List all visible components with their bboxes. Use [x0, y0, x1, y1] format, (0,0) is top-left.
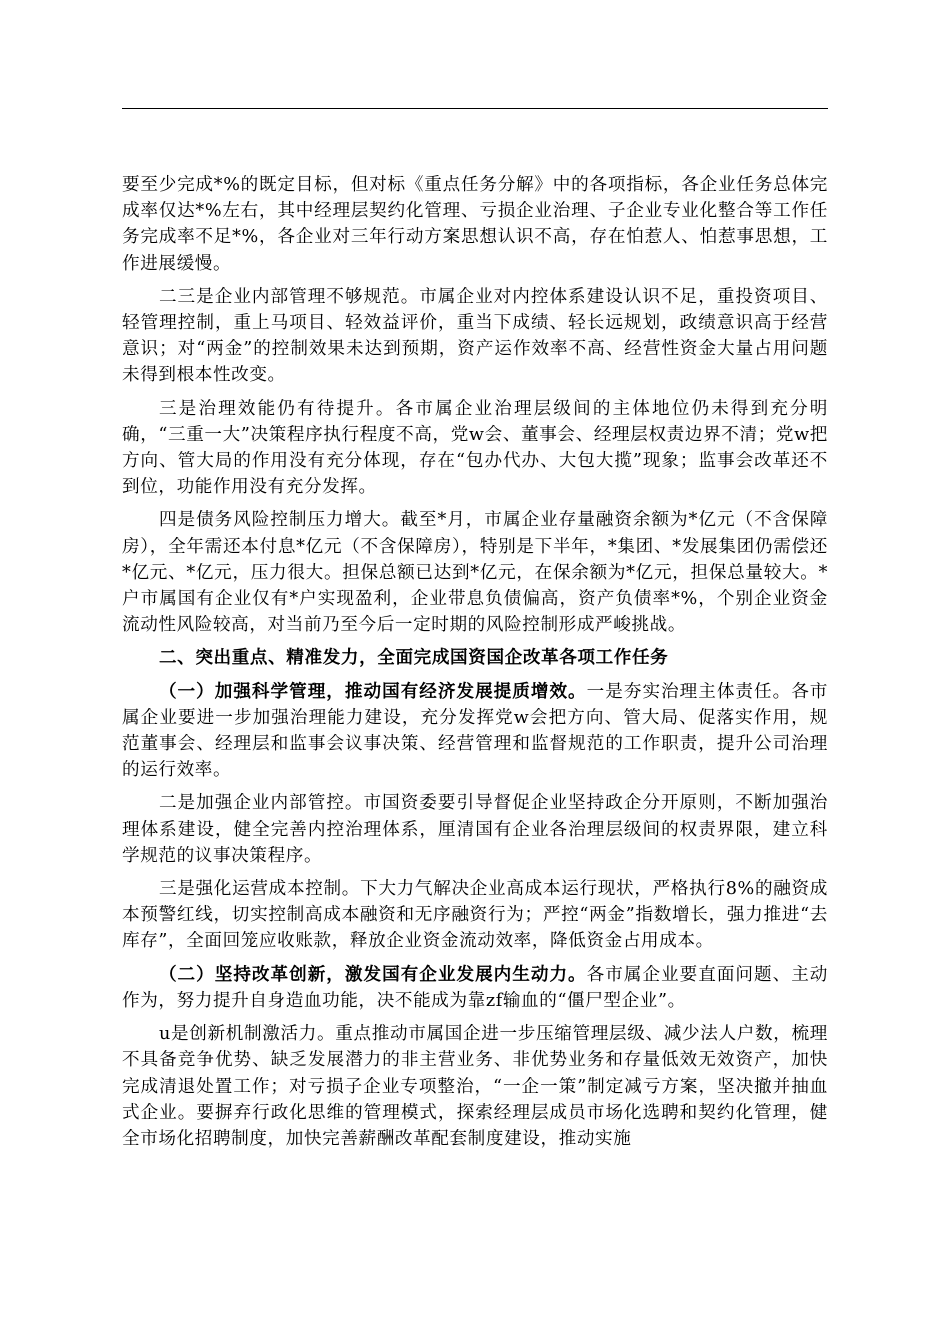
paragraph-continued: 要至少完成*%的既定目标，但对标《重点任务分解》中的各项指标，各企业任务总体完成率仅达*%左右，其中经理层契约化管理、亏损企业治理、子企业专业化整合等工作任务完成率不足*%，各企业对三年行动方案思想认识不高，存在怕惹人、怕惹事思想，工作进展缓慢。: [122, 175, 828, 274]
paragraph-mechanism-innovation: u是创新机制激活力。重点推动市属国企进一步压缩管理层级、减少法人户数，梳理不具备竞争优势、缺乏发展潜力的非主营业务、非优势业务和存量低效无效资产，加快完成清退处置工作；对亏损子企业专项整治，“一企一策”制定减亏方案，坚决撤并抽血式企业。要摒弃行政化思维的管理模式，探索经理层成员市场化选聘和契约化管理，健全市场化招聘制度，加快完善薪酬改革配套制度建设，推动实施: [122, 1024, 828, 1149]
subsection-2-paragraph: [122, 962, 828, 1014]
paragraph-cost-control: 三是强化运营成本控制。下大力气解决企业高成本运行现状，严格执行8%的融资成本预警红线，切实控制高成本融资和无序融资行为；严控“两金”指数增长，强力推进“去库存”，全面回笼应收账款，释放企业资金流动效率，降低资金占用成本。: [122, 879, 828, 952]
paragraph-debt-risk: 四是债务风险控制压力增大。截至*月，市属企业存量融资余额为*亿元（不含保障房），全年需还本付息*亿元（不含保障房），特别是下半年，*集团、*发展集团仍需偿还*亿元、*亿元，压力很大。担保总额已达到*亿元，在保余额为*亿元，担保总量较大。*户市属国有企业仅有*户实现盈利，企业带息负债偏高，资产负债率*%，个别企业资金流动性风险较高，对当前乃至今后一定时期的风险控制形成严峻挑战。: [122, 510, 828, 636]
paragraph-internal-control: 二是加强企业内部管控。市国资委要引导督促企业坚持政企分开原则，不断加强治理体系建设，健全完善内控治理体系，厘清国有企业各治理层级间的权责界限，建立科学规范的议事决策程序。: [122, 793, 828, 866]
subsection-1-heading: （一）加强科学管理，推动国有经济发展提质增效。: [158, 680, 587, 702]
subsection-1-paragraph: [122, 679, 828, 784]
paragraph-governance-efficiency: 三是治理效能仍有待提升。各市属企业治理层级间的主体地位仍未得到充分明确，“三重一大”决策程序执行程度不高，党w会、董事会、经理层权责边界不清；党w把方向、管大局的作用没有充分体现，存在“包办代办、大包大揽”现象；监事会改革还不到位，功能作用没有充分发挥。: [122, 398, 828, 498]
document-body: [122, 172, 828, 1159]
header-rule: [122, 108, 828, 109]
section-heading: 二、突出重点、精准发力，全面完成国资国企改革各项工作任务: [158, 647, 669, 669]
subsection-1-text: 一是夯实治理主体责任。各市属企业要进一步加强治理能力建设，充分发挥党w会把方向、管大局、促落实作用，规范董事会、经理层和监事会议事决策、经营管理和监督规范的工作职责，提升公司治理的运行效率。: [122, 681, 828, 781]
subsection-2-heading: （二）坚持改革创新，激发国有企业发展内生动力。: [158, 963, 587, 985]
subsection-2-text: 各市属企业要直面问题、主动作为，努力提升自身造血功能，决不能成为靠zf输血的“僵尸型企业”。: [122, 964, 828, 1011]
paragraph-internal-management: 二三是企业内部管理不够规范。市属企业对内控体系建设认识不足，重投资项目、轻管理控制，重上马项目、轻效益评价，重当下成绩、轻长远规划，政绩意识高于经营意识；对“两金”的控制效果未达到预期，资产运作效率不高、经营性资金大量占用问题未得到根本性改变。: [122, 286, 828, 386]
